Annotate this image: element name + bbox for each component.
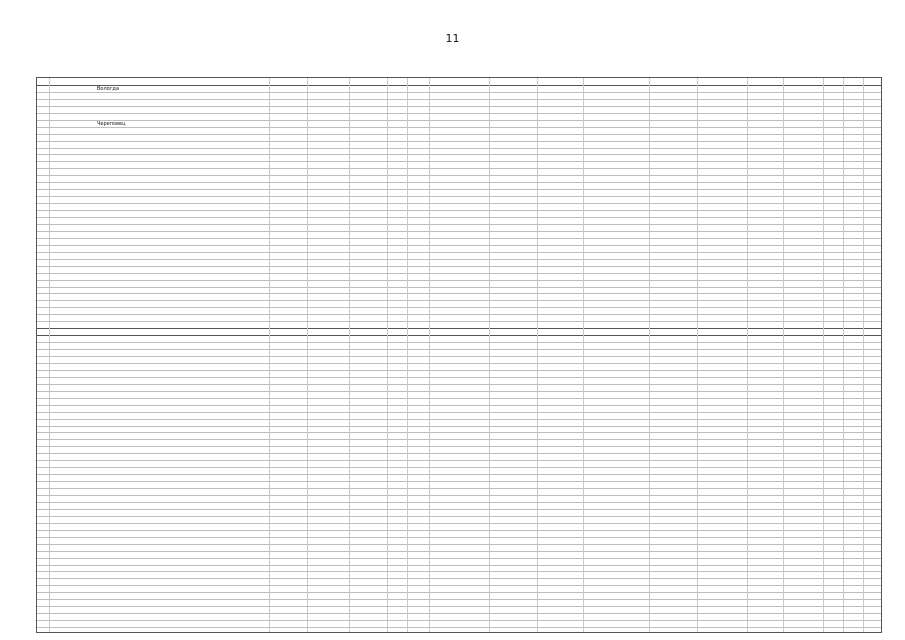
table-row-rule [37, 488, 881, 489]
table-fragment-section-b: Череповец [97, 120, 126, 127]
table-row-rule [37, 120, 881, 121]
table-row-rule [37, 460, 881, 461]
table-row-rule [37, 467, 881, 468]
table-row-rule [37, 412, 881, 413]
table-row-rule [37, 537, 881, 538]
table-column-rule [387, 78, 388, 632]
table-row-rule [37, 613, 881, 614]
table-row-rule [37, 182, 881, 183]
table-row-rule [37, 391, 881, 392]
table-row-rule [37, 426, 881, 427]
table-column-rule [489, 78, 490, 632]
table-row-rule [37, 168, 881, 169]
table-row-rule [37, 439, 881, 440]
table-row-rule [37, 300, 881, 301]
table-row-rule [37, 127, 881, 128]
table-row-rule [37, 196, 881, 197]
table-row-rule [37, 349, 881, 350]
table-row-rule [37, 419, 881, 420]
table-row-rule [37, 516, 881, 517]
table-row-rule [37, 113, 881, 114]
table-row-rule [37, 606, 881, 607]
table-row-rule [37, 189, 881, 190]
address-table-grid [36, 77, 882, 633]
table-row-rule [37, 106, 881, 107]
table-row-rule [37, 551, 881, 552]
table-row-rule [37, 453, 881, 454]
table-row-rule [37, 154, 881, 155]
table-column-rule [49, 78, 50, 632]
table-row-rule [37, 398, 881, 399]
table-row-rule [37, 148, 881, 149]
table-row-rule [37, 502, 881, 503]
table-row-rule [37, 495, 881, 496]
table-fragment-section-a: Вологда [97, 85, 119, 92]
table-row-rule [37, 523, 881, 524]
table-row-rule [37, 377, 881, 378]
table-column-rule [863, 78, 864, 632]
table-row-rule [37, 384, 881, 385]
table-row-rule [37, 627, 881, 628]
table-row-rule [37, 565, 881, 566]
table-column-rule [823, 78, 824, 632]
table-column-rule [583, 78, 584, 632]
table-row-rule [37, 592, 881, 593]
table-row-rule [37, 321, 881, 322]
table-row-rule [37, 571, 881, 572]
table-row-rule [37, 474, 881, 475]
table-row-rule [37, 231, 881, 232]
table-row-rule [37, 335, 881, 336]
table-row-rule [37, 328, 881, 329]
table-row-rule [37, 509, 881, 510]
table-row-rule [37, 363, 881, 364]
table-column-rule [429, 78, 430, 632]
table-row-rule [37, 280, 881, 281]
table-column-rule [783, 78, 784, 632]
table-column-rule [843, 78, 844, 632]
table-row-rule [37, 432, 881, 433]
table-row-rule [37, 85, 881, 86]
table-row-rule [37, 481, 881, 482]
table-row-rule [37, 99, 881, 100]
table-row-rule [37, 175, 881, 176]
table-column-rule [697, 78, 698, 632]
table-row-rule [37, 134, 881, 135]
table-row-rule [37, 210, 881, 211]
table-column-rule [649, 78, 650, 632]
table-row-rule [37, 161, 881, 162]
table-row-rule [37, 370, 881, 371]
table-row-rule [37, 252, 881, 253]
table-row-rule [37, 203, 881, 204]
page-number: 11 [445, 32, 460, 45]
table-row-rule [37, 342, 881, 343]
table-column-rule [407, 78, 408, 632]
table-column-rule [307, 78, 308, 632]
table-row-rule [37, 266, 881, 267]
table-column-rule [537, 78, 538, 632]
table-row-rule [37, 307, 881, 308]
table-row-rule [37, 224, 881, 225]
table-row-rule [37, 92, 881, 93]
table-row-rule [37, 578, 881, 579]
table-row-rule [37, 238, 881, 239]
table-column-rule [349, 78, 350, 632]
table-row-rule [37, 217, 881, 218]
table-row-rule [37, 599, 881, 600]
table-row-rule [37, 287, 881, 288]
table-row-rule [37, 558, 881, 559]
table-row-rule [37, 405, 881, 406]
table-row-rule [37, 530, 881, 531]
table-row-rule [37, 293, 881, 294]
table-row-rule [37, 544, 881, 545]
table-row-rule [37, 259, 881, 260]
table-row-rule [37, 273, 881, 274]
table-row-rule [37, 585, 881, 586]
table-row-rule [37, 141, 881, 142]
table-row-rule [37, 620, 881, 621]
table-row-rule [37, 314, 881, 315]
table-row-rule [37, 446, 881, 447]
table-column-rule [747, 78, 748, 632]
table-row-rule [37, 245, 881, 246]
table-row-rule [37, 356, 881, 357]
table-column-rule [269, 78, 270, 632]
